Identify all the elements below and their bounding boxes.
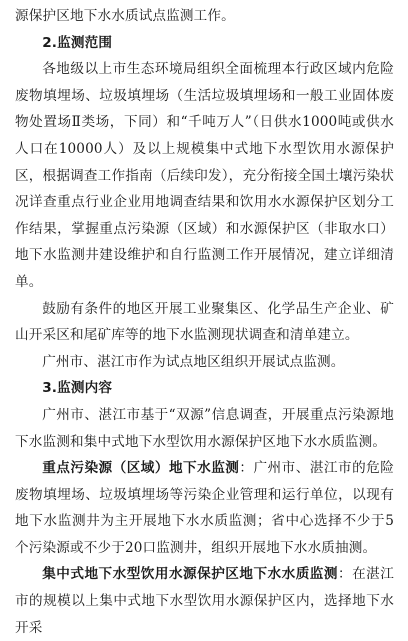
pollution-source-monitoring-body: ：广州市、湛江市的危险废物填埋场、垃圾填埋场等污染企业管理和运行单位，以现有地下水监测井为主开展地下水水质监测；省中心选择不少于5个污染源或不少于20口监测井，组织开展地下水水质抽测。 <box>15 460 394 556</box>
paragraph-encourage-survey: 鼓励有条件的地区开展工业聚集区、化学品生产企业、矿山开采区和尾矿库等的地下水监测现状调查和清单建立。 <box>15 300 394 344</box>
pollution-source-monitoring-lead: 重点污染源（区域）地下水监测 <box>42 460 240 477</box>
paragraph-dual-source: 广州市、湛江市基于“双源”信息调查，开展重点污染源地下水监测和集中式地下水型饮用水源保护区地下水水质监测。 <box>15 406 394 450</box>
water-source-monitoring-lead: 集中式地下水型饮用水源保护区地下水水质监测 <box>42 566 338 583</box>
paragraph-water-source-monitoring <box>15 561 394 641</box>
section-heading-monitoring-scope: 2.监测范围 <box>42 34 113 51</box>
paragraph-continuation: 源保护区地下水水质试点监测工作。 <box>15 8 235 24</box>
paragraph-pilot-cities: 广州市、湛江市作为试点地区组织开展试点监测。 <box>42 353 345 370</box>
water-source-monitoring-body: ：在湛江市的规模以上集中式地下水型饮用水源保护区内，选择地下水开采 <box>15 566 394 636</box>
paragraph-pollution-source-monitoring <box>15 455 394 561</box>
paragraph-scope-list: 各地级以上市生态环境局组织全面梳理本行政区域内危险废物填埋场、垃圾填埋场（生活垃圾填埋场和一般工业固体废物处置场Ⅱ类场，下同）和“千吨万人”（日供水1000吨或供水人口在10000人）及以上规模集中式地下水型饮用水源保护区，根据调查工作指南（后续印发），充分衔接全国土壤污染状况详查重点行业企业用地调查结果和饮用水水源保护区划分工作结果，掌握重点污染源（区域）和水源保护区（非取水口）地下水监测井建设维护和自行监测工作开展情况，建立详细清单。 <box>15 61 394 290</box>
section-heading-monitoring-content: 3.监测内容 <box>42 380 113 397</box>
